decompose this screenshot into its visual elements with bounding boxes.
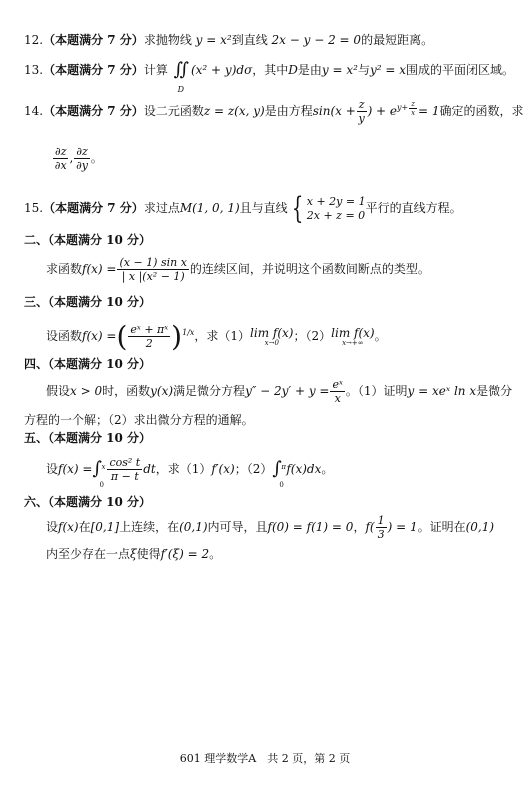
limit-2 xyxy=(331,327,374,347)
integral xyxy=(272,452,286,487)
formula: [0,1] xyxy=(90,520,120,534)
problem-14-derivatives xyxy=(52,144,103,172)
section-3-title: 三、（本题满分 10 分） xyxy=(24,295,152,309)
text: 求函数 xyxy=(46,262,83,276)
text: ，求（1） xyxy=(194,329,251,343)
text: ；（2） xyxy=(234,462,273,476)
formula: x > 0 xyxy=(70,384,103,398)
text: ；（2） xyxy=(293,329,332,343)
text: 是微分 xyxy=(476,384,513,398)
fraction xyxy=(330,378,344,405)
text: 设 xyxy=(46,520,59,534)
section-5-body xyxy=(46,452,333,487)
exponent: 1/x xyxy=(182,328,195,337)
formula: f( xyxy=(365,520,375,534)
text: 设函数 xyxy=(46,329,83,343)
section-6-title: 六、（本题满分 10 分） xyxy=(24,495,152,509)
numerator: ∂z xyxy=(76,145,88,158)
partial-z-y xyxy=(74,145,89,172)
integral-sign: ∫ xyxy=(272,458,282,479)
problem-14 xyxy=(24,98,524,125)
section-4-title: 四、（本题满分 10 分） xyxy=(24,357,152,371)
formula: y = xeˣ ln x xyxy=(407,384,477,398)
left-paren: ( xyxy=(116,319,128,353)
section-3-body xyxy=(46,316,387,353)
text: 假设 xyxy=(46,384,71,398)
denominator: ∂x xyxy=(54,159,67,172)
problem-number: 13. xyxy=(24,63,44,77)
formula: 2x − y − 2 = 0 xyxy=(271,33,362,47)
formula: (0,1) xyxy=(465,520,495,534)
problem-number: 15. xyxy=(24,201,44,215)
text: 确定的函数，求 xyxy=(439,104,524,118)
upper-limit: x xyxy=(101,463,106,471)
score-label: （本题满分 7 分） xyxy=(43,201,144,215)
fraction xyxy=(107,456,142,483)
numerator: z xyxy=(358,98,365,111)
text: 求抛物线 xyxy=(143,33,192,47)
partial-z-x xyxy=(53,145,68,172)
text: 内可导，且 xyxy=(207,520,268,534)
problem-15 xyxy=(24,192,462,224)
problem-13 xyxy=(24,59,515,94)
text: 的最短距离。 xyxy=(361,33,434,47)
text: 。 xyxy=(209,547,222,561)
text: 是由 xyxy=(297,63,322,77)
score-label: （本题满分 7 分） xyxy=(43,33,144,47)
equation-1: x + 2y = 1 xyxy=(306,194,366,208)
formula: (x² + y)dσ xyxy=(190,63,253,77)
text: 在 xyxy=(78,520,91,534)
text: 内至少存在一点 xyxy=(46,547,131,561)
section-6-body xyxy=(46,512,494,542)
denominator: 3 xyxy=(377,528,385,541)
fraction xyxy=(357,98,367,125)
numerator: eˣ + πˣ xyxy=(130,323,169,336)
denominator: π − t xyxy=(110,470,139,483)
integral-region: D xyxy=(177,85,185,94)
text: 。 xyxy=(374,329,387,343)
text: 。 xyxy=(321,462,334,476)
integral-sign: ∫ xyxy=(92,458,102,479)
formula: = 1 xyxy=(417,104,440,118)
formula: y² = x xyxy=(369,63,407,77)
text: 设二元函数 xyxy=(143,104,204,118)
section-2-body xyxy=(46,254,430,284)
formula: D xyxy=(288,63,298,77)
section-6-body-line2 xyxy=(46,546,221,562)
section-4-body-line2: 方程的一个解；（2）求出微分方程的通解。 xyxy=(24,413,254,427)
exponent-fraction xyxy=(409,100,417,117)
exponent-text: y+ xyxy=(397,103,409,112)
formula: y″ − 2y′ + y = xyxy=(245,384,330,398)
equation-2: 2x + z = 0 xyxy=(306,208,366,222)
text: 到直线 xyxy=(231,33,268,47)
text: 。（1）证明 xyxy=(345,384,408,398)
page-footer: 601 理学数学A 共 2 页，第 2 页 xyxy=(179,752,351,765)
text: 且与直线 xyxy=(239,201,288,215)
problem-12 xyxy=(24,32,433,48)
numerator: 1 xyxy=(377,514,385,527)
left-brace: { xyxy=(291,190,303,226)
limit-1 xyxy=(250,327,293,347)
equation-system xyxy=(307,195,366,223)
text: 平行的直线方程。 xyxy=(365,201,462,215)
denominator: x xyxy=(411,108,416,117)
section-2-title: 二、（本题满分 10 分） xyxy=(24,233,152,247)
text: 。 xyxy=(90,151,103,165)
text: 计算 xyxy=(143,63,168,77)
limit-subscript: x→+∞ xyxy=(342,338,364,347)
limit-expression: lim f(x) xyxy=(331,325,375,340)
text: 。证明在 xyxy=(417,520,466,534)
formula: (0,1) xyxy=(179,520,208,534)
score-label: （本题满分 7 分） xyxy=(43,63,144,77)
text: 上连续，在 xyxy=(119,520,180,534)
numerator: (x − 1) sin x xyxy=(119,256,187,269)
text: 求过点 xyxy=(143,201,180,215)
formula: f′(ξ) = 2 xyxy=(160,547,210,561)
limit-subscript: x→0 xyxy=(264,338,279,347)
text: 设 xyxy=(46,462,59,476)
denominator: ∂y xyxy=(76,159,88,172)
denominator: y xyxy=(358,112,365,125)
numerator: cos² t xyxy=(109,456,141,469)
formula: f(x) = xyxy=(82,262,117,276)
numerator: z xyxy=(411,99,415,108)
formula: M(1, 0, 1) xyxy=(179,201,240,215)
exponent xyxy=(397,99,418,117)
text: ，其中 xyxy=(252,63,289,77)
formula: dt xyxy=(143,462,156,476)
fraction xyxy=(117,256,188,283)
fraction xyxy=(128,323,170,350)
lower-limit: 0 xyxy=(99,481,104,489)
text: 是由方程 xyxy=(264,104,313,118)
text: 围成的平面闭区域。 xyxy=(406,63,515,77)
fraction xyxy=(376,514,387,541)
text: 时，函数 xyxy=(102,384,151,398)
text: 使得 xyxy=(136,547,161,561)
formula: f(x)dx xyxy=(286,462,322,476)
limit-expression: lim f(x) xyxy=(250,325,294,340)
formula: sin(x + xyxy=(312,104,356,118)
denominator: 2 xyxy=(145,337,153,350)
formula: y = x² xyxy=(195,33,232,47)
formula: f(0) = f(1) = 0 xyxy=(267,520,354,534)
formula: f(x) xyxy=(58,520,79,534)
double-integral xyxy=(173,59,189,94)
formula: ) + e xyxy=(367,104,398,118)
formula: y = x² xyxy=(321,63,358,77)
right-paren: ) xyxy=(171,319,183,353)
upper-limit: π xyxy=(281,463,286,471)
integral-sign: ∬ xyxy=(173,59,189,80)
integral xyxy=(92,452,106,487)
text: ，求（1） xyxy=(155,462,212,476)
formula: y(x) xyxy=(150,384,174,398)
formula: ) = 1 xyxy=(387,520,418,534)
separator: , xyxy=(69,151,74,165)
section-4-body xyxy=(46,376,512,406)
text: ， xyxy=(353,520,366,534)
section-5-title: 五、（本题满分 10 分） xyxy=(24,431,152,445)
problem-number: 12. xyxy=(24,33,44,47)
problem-number: 14. xyxy=(24,104,44,118)
formula: ξ xyxy=(130,547,137,561)
denominator: x xyxy=(334,392,341,405)
score-label: （本题满分 7 分） xyxy=(43,104,144,118)
numerator: ∂z xyxy=(55,145,67,158)
formula: z = z(x, y) xyxy=(203,104,265,118)
text: 与 xyxy=(357,63,370,77)
numerator: eˣ xyxy=(332,378,343,391)
formula: f(x) = xyxy=(82,329,117,343)
denominator: | x |(x² − 1) xyxy=(121,270,185,283)
text: 满足微分方程 xyxy=(173,384,246,398)
formula: f(x) = xyxy=(58,462,93,476)
text: 的连续区间，并说明这个函数间断点的类型。 xyxy=(189,262,430,276)
formula: f′(x) xyxy=(211,462,235,476)
lower-limit: 0 xyxy=(279,481,284,489)
